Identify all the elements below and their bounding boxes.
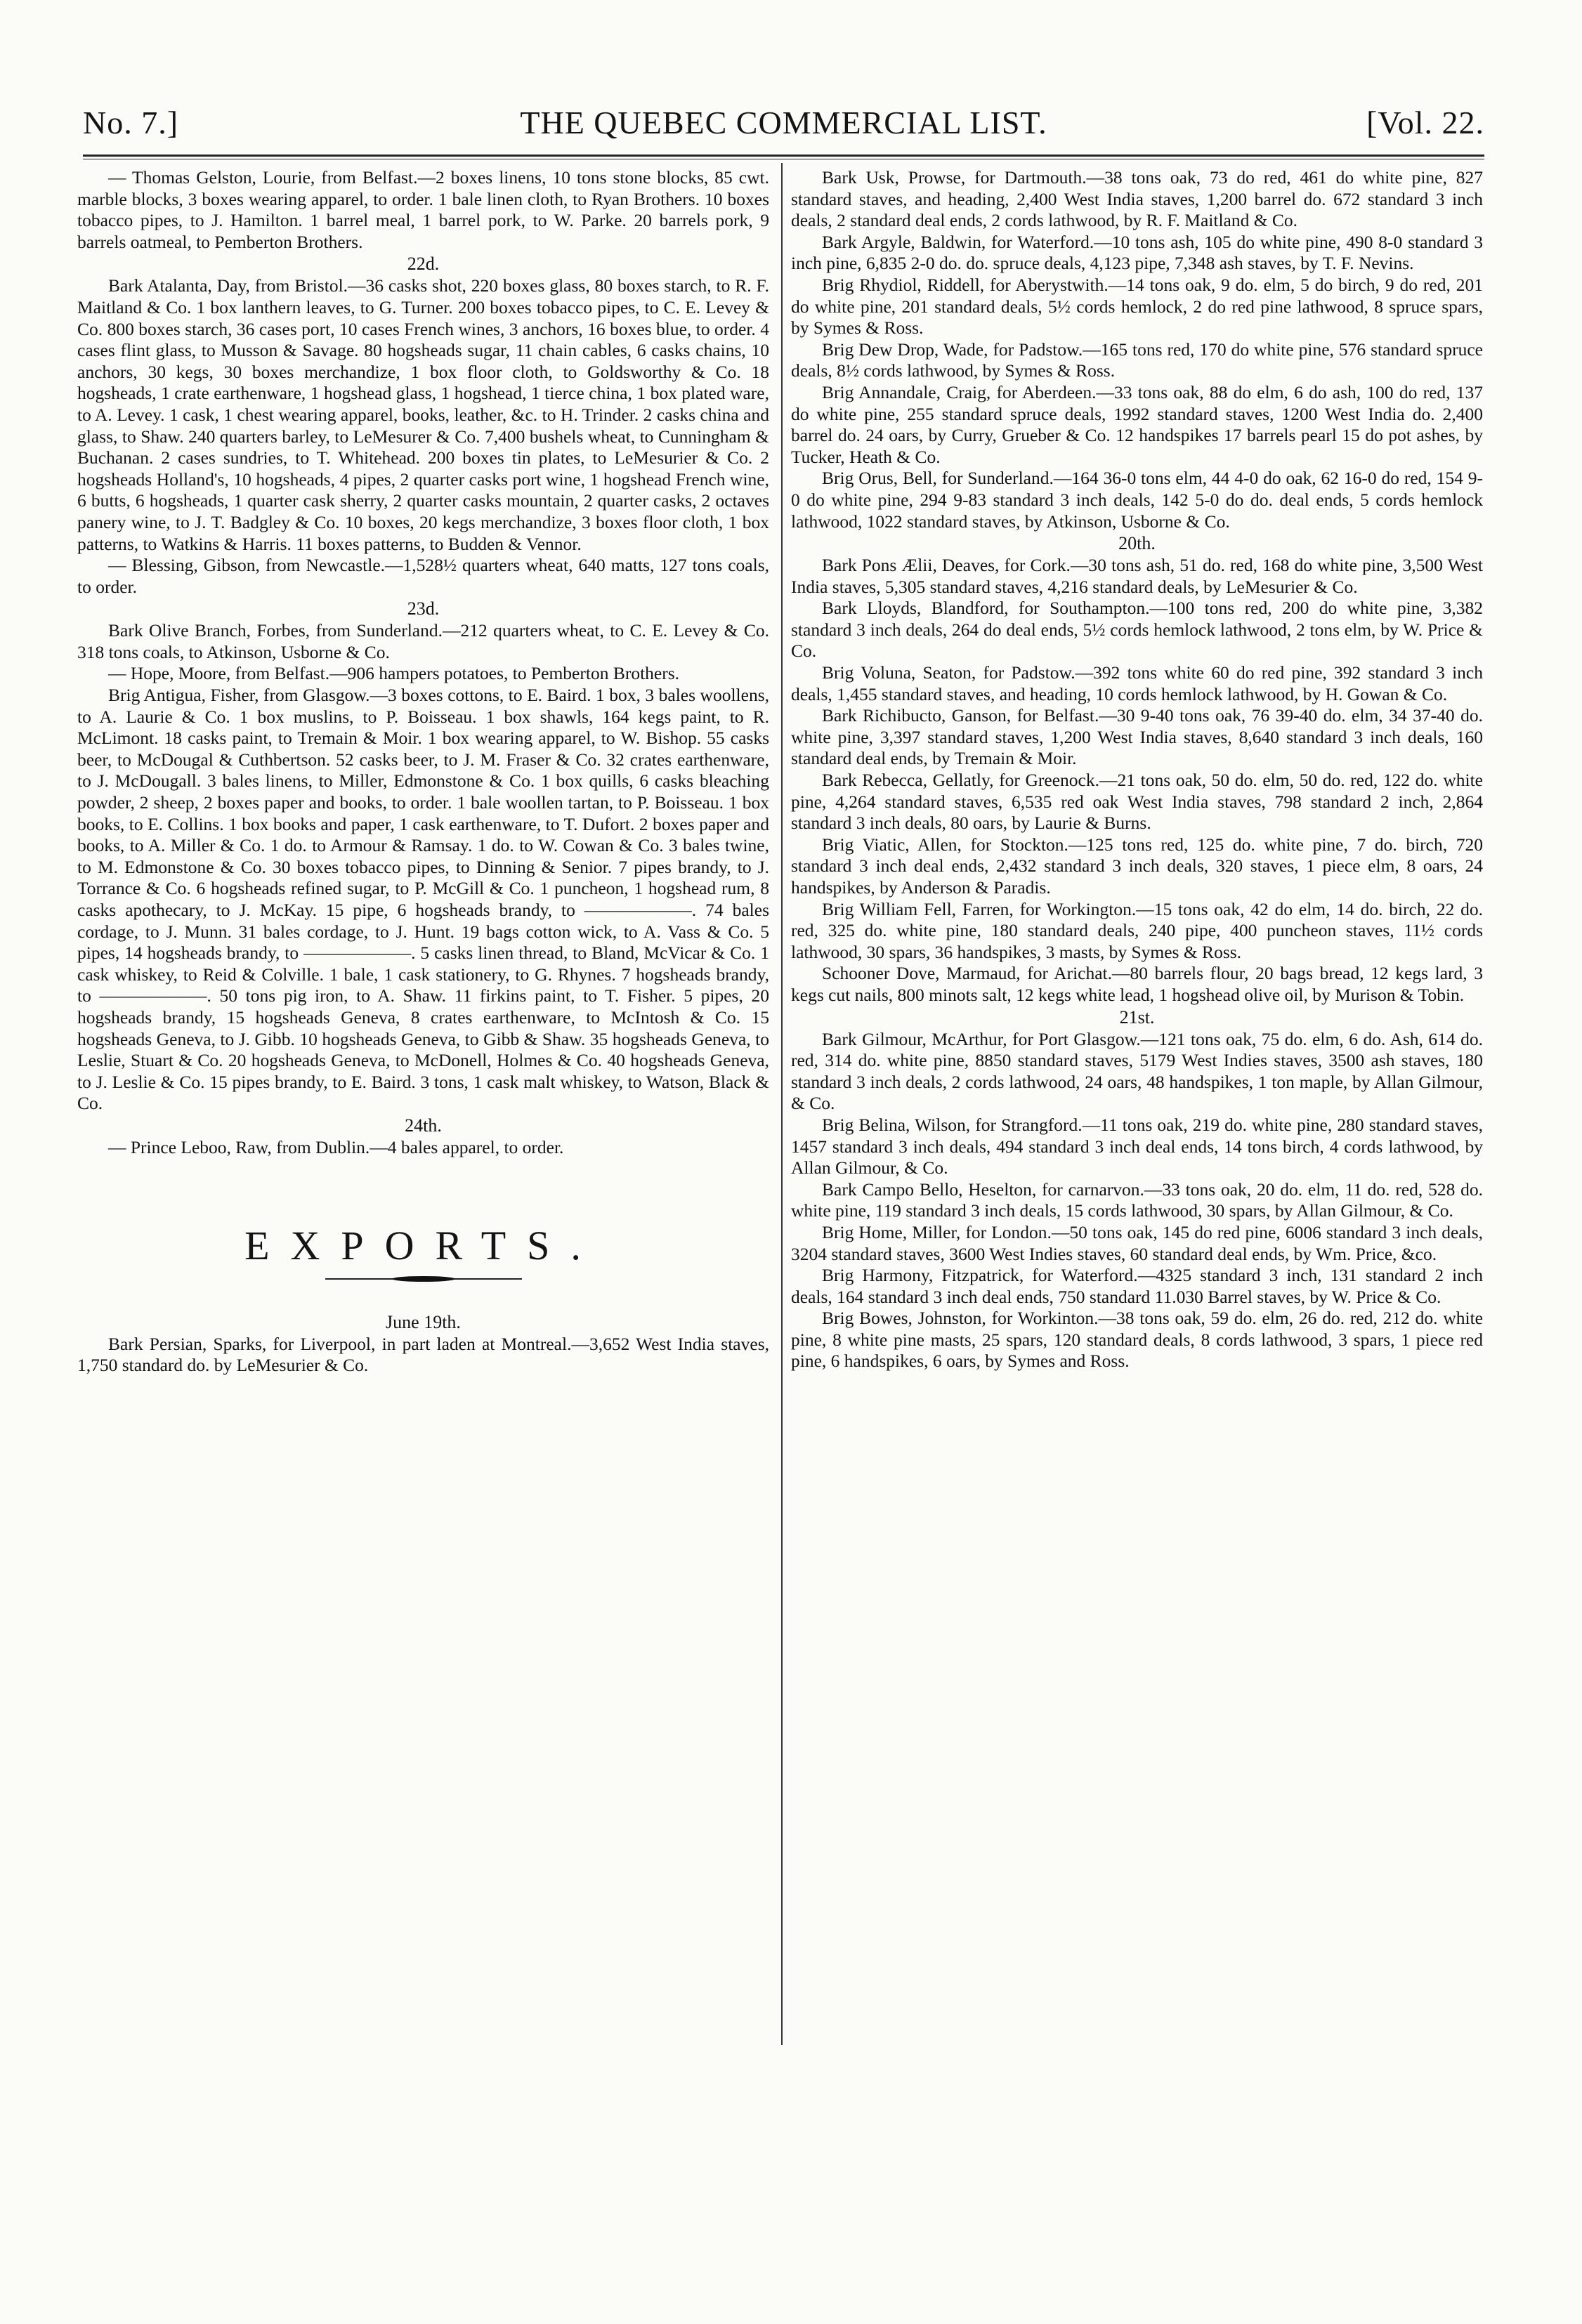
export-entry: Bark Richibucto, Ganson, for Belfast.—30 9-40 tons oak, 76 39-40 do. elm, 34 37-40 do. white pine, 3,397 standard staves, 1,200 West India staves, 8,640 standard 3 inch deals, 160 standard deal ends, by Tremain & Moir. [791, 705, 1483, 769]
date-heading: 20th. [1118, 533, 1156, 554]
date-heading: 22d. [407, 254, 440, 275]
page-header [83, 104, 1484, 153]
export-entry: Brig Voluna, Seaton, for Padstow.—392 tons white 60 do red pine, 392 standard 3 inch deals, 1,455 standard staves, and heading, 10 cords hemlock lathwood, by H. Gowan & Co. [791, 662, 1483, 704]
issue-number: No. 7.] [83, 105, 179, 140]
export-entry: Brig William Fell, Farren, for Workington.—15 tons oak, 42 do elm, 14 do. birch, 22 do. red, 325 do. white pine, 180 standard deals, 240 pipe, 400 puncheon staves, 11½ cords lathwood, 30 spars, 36 handspikes, 3 masts, by Symes & Ross. [791, 898, 1483, 962]
ornamental-rule [325, 1275, 522, 1283]
import-entry: — Blessing, Gibson, from Newcastle.—1,528½ quarters wheat, 640 matts, 127 tons coals, to order. [77, 555, 769, 597]
export-entry: Brig Bowes, Johnston, for Workinton.—38 tons oak, 59 do. elm, 26 do. red, 212 do. white pine, 8 white pine masts, 25 spars, 120 standard deals, 8 cords lathwood, 3 spars, 1 piece red pine, 6 handspikes, 6 oars, by Symes and Ross. [791, 1308, 1483, 1372]
header-rule [83, 155, 1484, 159]
export-entry: Brig Belina, Wilson, for Strangford.—11 tons oak, 219 do. white pine, 280 standard staves, 1457 standard 3 inch deals, 494 standard 3 inch deal ends, 14 tons birch, 4 cords lathwood, by Allan Gilmour, & Co. [791, 1114, 1483, 1179]
import-entry: — Hope, Moore, from Belfast.—906 hampers potatoes, to Pemberton Brothers. [108, 663, 680, 684]
export-entry: Bark Argyle, Baldwin, for Waterford.—10 tons ash, 105 do white pine, 490 8-0 standard 3 inch pine, 6,835 2-0 do. do. spruce deals, 4,123 pipe, 7,348 ash staves, by T. F. Nevins. [791, 231, 1483, 274]
export-entry: Bark Gilmour, McArthur, for Port Glasgow.—121 tons oak, 75 do. elm, 6 do. Ash, 614 do. red, 314 do. white pine, 8850 standard staves, 5179 West Indies staves, 3500 ash staves, 180 standard 3 inch deals, 2 cords lathwood, 24 oars, 48 handspikes, 1 ton maple, by Allan Gilmour, & Co. [791, 1028, 1483, 1114]
exports-heading: EXPORTS. [244, 1222, 602, 1268]
import-entry: — Thomas Gelston, Lourie, from Belfast.—2 boxes linens, 10 tons stone blocks, 85 cwt. marble blocks, 3 boxes wearing apparel, to order. 1 bale linen cloth, to Ryan Brothers. 10 boxes tobacco pipes, to J. Hamilton. 1 barrel meal, 1 barrel pork, to W. Parke. 20 barrels pork, 9 barrels oatmeal, to Pemberton Brothers. [77, 167, 769, 252]
export-entry: Bark Persian, Sparks, for Liverpool, in part laden at Montreal.—3,652 West India staves, 1,750 standard do. by LeMesurier & Co. [77, 1333, 769, 1376]
export-entry: Bark Campo Bello, Heselton, for carnarvon.—33 tons oak, 20 do. elm, 11 do. red, 528 do. white pine, 119 standard 3 inch deals, 15 cords lathwood, 30 spars, by Allan Gilmour, & Co. [791, 1179, 1483, 1221]
left-column [77, 167, 769, 1377]
export-entry: Bark Lloyds, Blandford, for Southampton.—100 tons red, 200 do white pine, 3,382 standard 3 inch deals, 264 do deal ends, 5½ cords hemlock lathwood, 2 tons elm, by W. Price & Co. [791, 598, 1483, 662]
import-entry: Brig Antigua, Fisher, from Glasgow.—3 boxes cottons, to E. Baird. 1 box, 3 bales woollens, to A. Laurie & Co. 1 box muslins, to P. Boisseau. 1 box shawls, 164 kegs paint, to R. McLimont. 18 casks paint, to Tremain & Moir. 1 box wearing apparel, to W. Bishop. 55 casks beer, to McDougal & Cuthbertson. 52 casks beer, to J. M. Fraser & Co. 32 crates earthenware, to J. McDougall. 3 bales linens, to Miller, Edmonstone & Co. 1 box quills, 6 casks bleaching powder, 2 sheep, 2 boxes paper and books, to order. 1 bale woollen tartan, to P. Boisseau. 1 box books, to E. Collins. 1 box books and paper, 1 cask earthenware, to T. Dufort. 2 boxes paper and books, to A. Miller & Co. 1 do. to Armour & Ramsay. 1 do. to W. Cowan & Co. 3 bales twine, to M. Edmonstone & Co. 30 boxes tobacco pipes, to Dinning & Senior. 7 pipes brandy, to J. Torrance & Co. 6 hogsheads refined sugar, to P. McGill & Co. 1 puncheon, 1 hogshead rum, 8 casks apothecary, to J. McKay. 15 pipe, 6 hogsheads brandy, to ——————. 74 bales cordage, to J. Munn. 31 bales cordage, to J. Hunt. 19 bags cotton wick, to A. Vass & Co. 5 pipes, 14 hogsheads brandy, to ——————. 5 casks linen thread, to Bland, McVicar & Co. 1 cask whiskey, to Reid & Colville. 1 bale, 1 cask stationery, to G. Rhynes. 7 hogsheads brandy, to ——————. 50 tons pig iron, to A. Shaw. 11 firkins paint, to T. Fisher. 5 pipes, 20 hogsheads brandy, 15 hogsheads Geneva, 8 crates earthenware, to McIntosh & Co. 15 hogsheads Geneva, to J. Gibb. 10 hogsheads Geneva, to Gibb & Shaw. 35 hogsheads Geneva, to Leslie, Stuart & Co. 20 hogsheads Geneva, to McDonell, Holmes & Co. 40 hogsheads Geneva, to J. Leslie & Co. 15 pipes brandy, to E. Baird. 3 tons, 1 cask malt whiskey, to Watson, Black & Co. [77, 685, 769, 1114]
export-entry: Brig Harmony, Fitzpatrick, for Waterford.—4325 standard 3 inch, 131 standard 2 inch deals, 164 standard 3 inch deal ends, 750 standard 11.030 Barrel staves, by W. Price & Co. [791, 1265, 1483, 1307]
export-entry: Brig Dew Drop, Wade, for Padstow.—165 tons red, 170 do white pine, 576 standard spruce deals, 8½ cords lathwood, by Symes & Ross. [791, 339, 1483, 381]
export-entry: Brig Annandale, Craig, for Aberdeen.—33 tons oak, 88 do elm, 6 do ash, 100 do red, 137 do white pine, 255 standard spruce deals, 1992 standard staves, 1200 West India do. 2,400 barrel do. 24 oars, by Curry, Grueber & Co. 12 handspikes 17 barrels pearl 15 do pot ashes, by Tucker, Heath & Co. [791, 381, 1483, 467]
date-heading: 23d. [407, 598, 440, 619]
export-entry: Schooner Dove, Marmaud, for Arichat.—80 barrels flour, 20 bags bread, 12 kegs lard, 3 kegs cut nails, 800 minots salt, 12 kegs white lead, 1 hogshead olive oil, by Murison & Tobin. [791, 963, 1483, 1005]
import-entry: Bark Olive Branch, Forbes, from Sunderland.—212 quarters wheat, to C. E. Levey & Co. 318 tons coals, to Atkinson, Usborne & Co. [77, 620, 769, 662]
import-entry: Bark Atalanta, Day, from Bristol.—36 casks shot, 220 boxes glass, 80 boxes starch, to R. F. Maitland & Co. 1 box lanthern leaves, to G. Turner. 200 boxes tobacco pipes, to C. E. Levey & Co. 800 boxes starch, 36 cases port, 10 cases French wines, 3 anchors, 16 boxes blue, to order. 4 cases flint glass, to Musson & Savage. 80 hogsheads sugar, 11 chain cables, 6 casks chains, 10 anchors, 30 kegs, 30 boxes merchandize, 1 box floor cloth, to Goldsworthy & Co. 18 hogsheads, 1 crate earthenware, 1 hogshead glass, 1 hogshead, 1 tierce china, 1 box plated ware, to A. Levey. 1 cask, 1 chest wearing apparel, books, leather, &c. to H. Trinder. 2 casks china and glass, to Shaw. 240 quarters barley, to LeMesurer & Co. 7,400 bushels wheat, to Cunningham & Buchanan. 2 cases sundries, to T. Whitehead. 200 boxes tin plates, to LeMesurier & Co. 2 hogsheads Holland's, 10 hogsheads, 4 pipes, 2 quarter casks port wine, 1 hogshead French wine, 6 butts, 6 hogsheads, 1 quarter cask sherry, 2 quarter casks mountain, 2 quarter casks, 2 octaves panery wine, to J. T. Badgley & Co. 10 boxes, 20 kegs merchandize, 3 boxes floor cloth, 1 box patterns, to Watkins & Harris. 11 boxes patterns, to Budden & Vennor. [77, 275, 769, 554]
export-entry: Brig Rhydiol, Riddell, for Aberystwith.—14 tons oak, 9 do. elm, 5 do birch, 9 do red, 201 do white pine, 201 standard deals, 5½ cords hemlock, 2 do red pine lathwood, 8 spruce spars, by Symes & Ross. [791, 274, 1483, 339]
export-entry: Brig Orus, Bell, for Sunderland.—164 36-0 tons elm, 44 4-0 do oak, 62 16-0 do red, 154 9-0 do white pine, 294 9-83 standard 3 inch deals, 142 5-0 do do. deal ends, 5 cords hemlock lathwood, 1022 standard staves, by Atkinson, Usborne & Co. [791, 468, 1483, 532]
date-heading: 21st. [1119, 1006, 1155, 1028]
export-entry: Bark Rebecca, Gellatly, for Greenock.—21 tons oak, 50 do. elm, 50 do. red, 122 do. white pine, 4,264 standard staves, 6,535 red oak West India staves, 798 standard 2 inch, 2,864 standard 3 inch deals, 80 oars, by Laurie & Burns. [791, 770, 1483, 834]
right-column [791, 167, 1483, 1372]
export-entry: Brig Home, Miller, for London.—50 tons oak, 145 do red pine, 6006 standard 3 inch deals, 3204 standard staves, 3600 West Indies staves, 60 standard deal ends, by Wm. Price, &co. [791, 1221, 1483, 1264]
export-entry: Bark Usk, Prowse, for Dartmouth.—38 tons oak, 73 do red, 461 do white pine, 827 standard staves, and heading, 2,400 West India staves, 1,200 barrel do. 672 standard 3 inch deals, 2 standard deal ends, 2 cords lathwood, by R. F. Maitland & Co. [791, 167, 1483, 231]
publication-title: THE QUEBEC COMMERCIAL LIST. [520, 105, 1047, 140]
date-heading: 24th. [405, 1115, 442, 1136]
date-heading: June 19th. [386, 1311, 461, 1332]
export-entry: Bark Pons Ælii, Deaves, for Cork.—30 tons ash, 51 do. red, 168 do white pine, 3,500 West India staves, 5,305 standard staves, 4,216 standard deals, by LeMesurier & Co. [791, 555, 1483, 597]
import-entry: — Prince Leboo, Raw, from Dublin.—4 bales apparel, to order. [108, 1136, 564, 1157]
column-divider [781, 163, 783, 2045]
export-entry: Brig Viatic, Allen, for Stockton.—125 tons red, 125 do. white pine, 7 do. birch, 720 standard 3 inch deal ends, 2,432 standard 3 inch deals, 320 staves, 1 piece elm, 8 oars, 24 handspikes, by Anderson & Paradis. [791, 834, 1483, 898]
volume-number: [Vol. 22. [1366, 105, 1484, 140]
